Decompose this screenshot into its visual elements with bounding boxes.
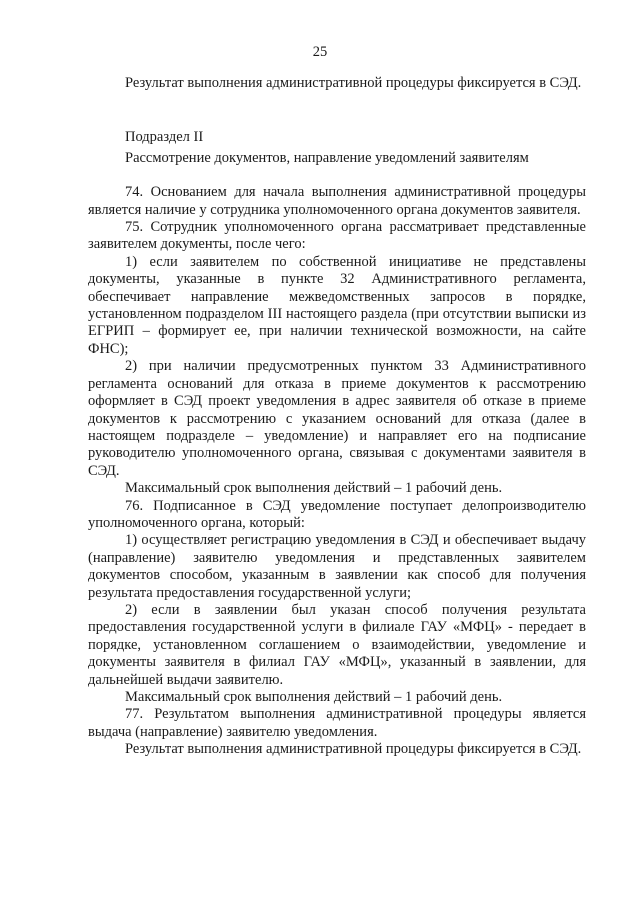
section-subtitle: Рассмотрение документов, направление уведомлений заявителям bbox=[125, 149, 529, 166]
paragraph-77: 77. Результатом выполнения административной процедуры является выдача (направление) заявителю уведомления. bbox=[88, 706, 586, 740]
paragraph-76-item-1: 1) осуществляет регистрацию уведомления в СЭД и обеспечивает выдачу (направление) заявителю уведомления и представленных заявителем документов способом, указанным в заявлении как способ для получения результата предоставления государственной услуги; bbox=[88, 532, 586, 601]
page-number: 25 bbox=[312, 44, 328, 60]
paragraph-75-item-1: 1) если заявителем по собственной инициативе не представлены документы, указанные в пункте 32 Административного регламента, обеспечивает направление межведомственных запросов в порядке, установленном подразделом III настоящего раздела (при отсутствии выписки из ЕГРИП – формирует ее, при наличии технической возможности, на сайте ФНС); bbox=[88, 253, 586, 357]
paragraph-76-item-2: 2) если в заявлении был указан способ получения результата предоставления государственной услуги в филиале ГАУ «МФЦ» - передает в порядке, установленном соглашением о взаимодействии, уведомление и документы заявителя в филиал ГАУ «МФЦ», указанный в заявлении, для дальнейшей выдачи заявителю. bbox=[88, 601, 586, 688]
intro-paragraph: Результат выполнения административной процедуры фиксируется в СЭД. bbox=[125, 75, 582, 91]
closing-paragraph: Результат выполнения административной процедуры фиксируется в СЭД. bbox=[125, 741, 582, 758]
section-title: Подраздел II bbox=[125, 129, 204, 146]
section-heading bbox=[88, 129, 586, 167]
paragraph-75-item-2: 2) при наличии предусмотренных пунктом 33 Административного регламента оснований для отказа в приеме документов к рассмотрению оформляет в СЭД проект уведомления в адрес заявителя об отказе в приеме документов к рассмотрению с указанием оснований для отказа (далее в настоящем подразделе – уведомление) и направляет его на подписание руководителю уполномоченного органа, связывая с документами заявителя в СЭД. bbox=[88, 358, 586, 479]
deadline-76: Максимальный срок выполнения действий – 1 рабочий день. bbox=[125, 689, 503, 705]
deadline-75: Максимальный срок выполнения действий – 1 рабочий день. bbox=[125, 480, 503, 497]
document-body bbox=[88, 75, 586, 759]
paragraph-75: 75. Сотрудник уполномоченного органа рассматривает представленные заявителем документы, после чего: bbox=[88, 219, 586, 253]
paragraph-76: 76. Подписанное в СЭД уведомление поступает делопроизводителю уполномоченного органа, который: bbox=[88, 497, 586, 531]
paragraph-74: 74. Основанием для начала выполнения административной процедуры является наличие у сотрудника уполномоченного органа документов заявителя. bbox=[88, 184, 586, 218]
